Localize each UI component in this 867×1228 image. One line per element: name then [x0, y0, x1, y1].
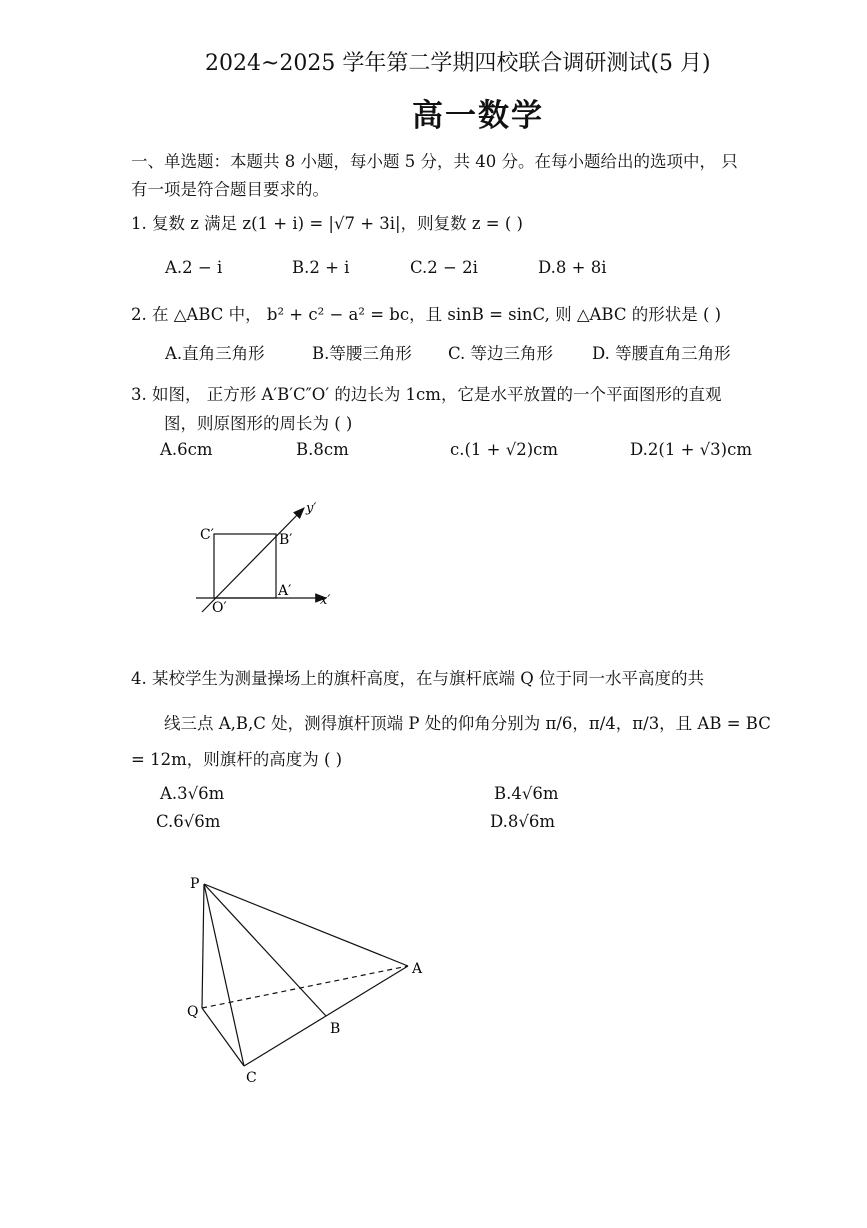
- q3-stem-line1: 3. 如图， 正方形 A′B′C″O′ 的边长为 1cm，它是水平放置的一个平面图形的直观: [131, 385, 722, 404]
- label-b: B: [330, 1021, 341, 1037]
- q1-option-d: D.8 + 8i: [538, 258, 607, 277]
- label-x: x′: [320, 593, 331, 608]
- q2-option-b: B.等腰三角形: [312, 344, 412, 363]
- q3-stem-line2: 图，则原图形的周长为 ( ): [164, 414, 353, 433]
- label-p: P: [190, 876, 200, 892]
- label-c: C′: [200, 527, 214, 543]
- q4-option-b: B.4√6m: [494, 784, 559, 803]
- q1-stem: 1. 复数 z 满足 z(1 + i) = |√7 + 3i|，则复数 z = ( ): [131, 214, 523, 233]
- q3-option-d: D.2(1 + √3)cm: [630, 440, 752, 459]
- label-y: y′: [306, 501, 317, 516]
- q4-option-a: A.3√6m: [160, 784, 225, 803]
- q4-option-c: C.6√6m: [156, 812, 221, 831]
- q3-option-c: c.(1 + √2)cm: [450, 440, 559, 459]
- section-intro-line2: 有一项是符合题目要求的。: [131, 180, 329, 199]
- edge-pq: [202, 884, 204, 1008]
- label-q: Q: [187, 1004, 199, 1020]
- label-a: A′: [278, 583, 292, 599]
- section-intro-line1: 一、单选题：本题共 8 小题，每小题 5 分，共 40 分。在每小题给出的选项中， 只: [131, 152, 738, 171]
- edge-qa-dashed: [202, 966, 408, 1008]
- label-b: B′: [279, 532, 293, 548]
- label-o: O′: [212, 600, 227, 616]
- q4-stem-line3: = 12m，则旗杆的高度为 ( ): [131, 750, 343, 769]
- square-shape: [214, 534, 276, 598]
- q2-option-a: A.直角三角形: [165, 344, 265, 363]
- edge-pa: [204, 884, 408, 966]
- edge-ca: [244, 966, 408, 1066]
- q2-option-c: C. 等边三角形: [448, 344, 554, 363]
- q4-stem-line1: 4. 某校学生为测量操场上的旗杆高度，在与旗杆底端 Q 位于同一水平高度的共: [131, 669, 705, 688]
- q4-option-d: D.8√6m: [490, 812, 556, 831]
- q1-option-b: B.2 + i: [292, 258, 350, 277]
- figure-square-diagram: [180, 490, 360, 625]
- label-a: A: [412, 961, 423, 977]
- q2-stem: 2. 在 △ABC 中， b² + c² − a² = bc，且 sinB = sinC, 则 △ABC 的形状是 ( ): [131, 305, 722, 324]
- q3-option-a: A.6cm: [160, 440, 213, 459]
- q1-option-a: A.2 − i: [165, 258, 223, 277]
- q4-stem-line2: 线三点 A,B,C 处，测得旗杆顶端 P 处的仰角分别为 π/6，π/4，π/3，且 AB = BC: [164, 714, 771, 733]
- q3-option-b: B.8cm: [296, 440, 349, 459]
- subject-title: 高一数学: [412, 98, 544, 134]
- exam-title: 2024~2025 学年第二学期四校联合调研测试(5 月): [205, 51, 711, 76]
- q1-option-c: C.2 − 2i: [410, 258, 478, 277]
- figure-flagpole-diagram: [180, 868, 440, 1088]
- q2-option-d: D. 等腰直角三角形: [592, 344, 731, 363]
- label-c: C: [246, 1070, 257, 1086]
- edge-pb: [204, 884, 326, 1016]
